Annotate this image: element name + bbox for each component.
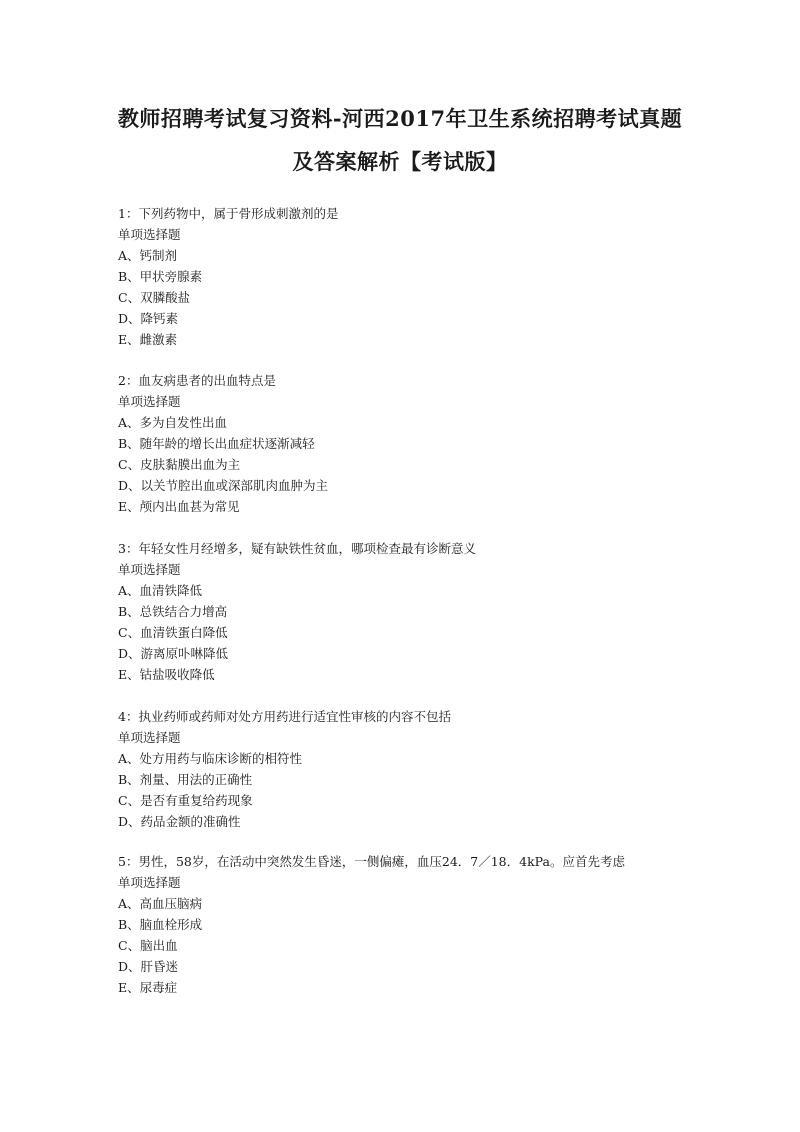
option-a: A、钙制剂 [118,248,178,263]
option-e: E、雌激素 [118,332,178,347]
option-e: E、尿毒症 [118,980,178,995]
question-type: 单项选择题 [118,562,181,577]
option-b: B、剂量、用法的正确性 [118,772,253,787]
option-d: D、游离原卟啉降低 [118,646,229,661]
option-b: B、脑血栓形成 [118,917,203,932]
option-b: B、甲状旁腺素 [118,269,203,284]
option-b: B、总铁结合力增高 [118,604,228,619]
option-c: C、血清铁蛋白降低 [118,625,228,640]
option-a: A、血清铁降低 [118,583,203,598]
question-stem: 2：血友病患者的出血特点是 [118,373,276,388]
option-b: B、随年龄的增长出血症状逐渐减轻 [118,436,315,451]
option-a: A、高血压脑病 [118,896,203,911]
question-type: 单项选择题 [118,227,181,242]
option-d: D、药品金额的准确性 [118,814,241,829]
question-type: 单项选择题 [118,875,181,890]
option-c: C、皮肤黏膜出血为主 [118,457,241,472]
option-c: C、是否有重复给药现象 [118,793,253,808]
option-d: D、降钙素 [118,311,179,326]
question-5 [118,851,718,998]
option-a: A、多为自发性出血 [118,415,228,430]
option-a: A、处方用药与临床诊断的相符性 [118,751,303,766]
question-stem: 3：年轻女性月经增多，疑有缺铁性贫血，哪项检查最有诊断意义 [118,541,476,556]
option-c: C、双膦酸盐 [118,290,191,305]
option-d: D、以关节腔出血或深部肌肉血肿为主 [118,478,329,493]
option-d: D、肝昏迷 [118,959,179,974]
question-stem: 5：男性，58岁，在活动中突然发生昏迷，一侧偏瘫，血压24．7／18．4kPa。应首先考虑 [118,854,625,869]
question-4 [118,706,718,832]
question-stem: 1：下列药物中，属于骨形成刺激剂的是 [118,206,339,221]
question-3 [118,538,718,685]
question-stem: 4：执业药师或药师对处方用药进行适宜性审核的内容不包括 [118,709,451,724]
question-1 [118,203,718,350]
question-2 [118,370,718,517]
option-e: E、钴盐吸收降低 [118,667,215,682]
option-c: C、脑出血 [118,938,178,953]
option-e: E、颅内出血甚为常见 [118,499,240,514]
question-type: 单项选择题 [118,730,181,745]
document-title-line-2: 及答案解析【考试版】 [292,149,508,174]
document-title-line-1: 教师招聘考试复习资料-河西2017年卫生系统招聘考试真题 [117,106,683,131]
question-type: 单项选择题 [118,394,181,409]
